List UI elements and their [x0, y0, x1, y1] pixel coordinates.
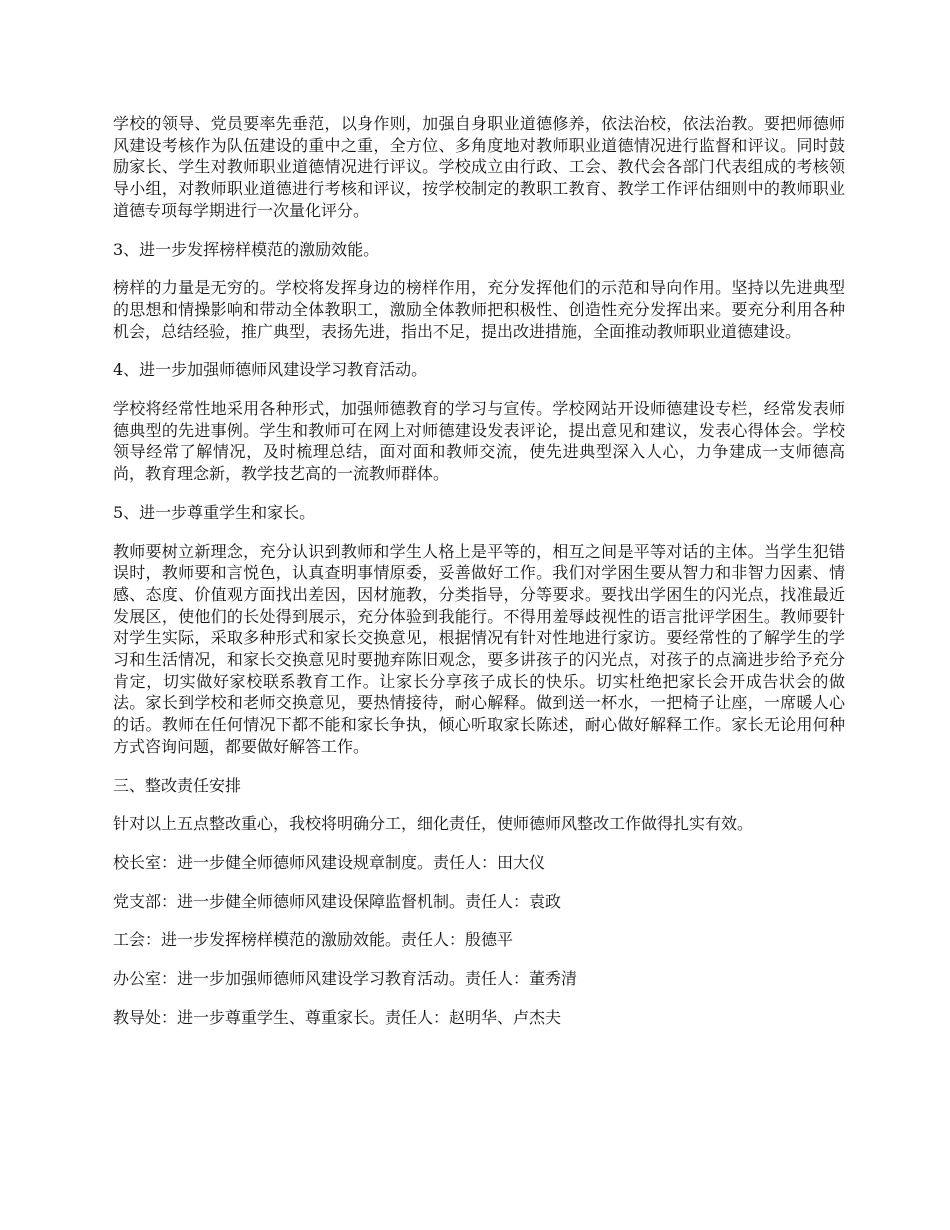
responsibility-item-party-branch: 党支部：进一步健全师德师风建设保障监督机制。责任人：袁政	[113, 891, 562, 911]
heading-responsibility-arrangement: 三、整改责任安排	[113, 775, 242, 795]
responsibility-item-general-office: 办公室：进一步加强师德师风建设学习教育活动。责任人：董秀清	[113, 969, 578, 989]
paragraph-respect-students-parents: 教师要树立新理念，充分认识到教师和学生人格上是平等的，相互之间是平等对话的主体。当学生犯错误时，教师要和言悦色，认真查明事情原委，妥善做好工作。我们对学困生要从智力和非智力因素、情感、态度、价值观方面找出差因，因材施教，分类指导，分等要求。要找出学困生的闪光点，找准最近发展区，使他们的长处得到展示，充分体验到我能行。不得用羞辱歧视性的语言批评学困生。教师要针对学生实际，采取多种形式和家长交换意见，根据情况有针对性地进行家访。要经常性的了解学生的学习和生活情况，和家长交换意见时要抛弃陈旧观念，要多讲孩子的闪光点，对孩子的点滴进步给予充分肯定，切实做好家校联系教育工作。让家长分享孩子成长的快乐。切实杜绝把家长会开成告状会的做法。家长到学校和老师交换意见，要热情接待，耐心解释。做到送一杯水，一把椅子让座，一席暖人心的话。教师在任何情况下都不能和家长争执，倾心听取家长陈述，耐心做好解释工作。家长无论用何种方式咨询问题，都要做好解答工作。	[113, 541, 845, 756]
paragraph-role-model: 榜样的力量是无穷的。学校将发挥身边的榜样作用，充分发挥他们的示范和导向作用。坚持以先进典型的思想和情操影响和带动全体教职工，激励全体教师把积极性、创造性充分发挥出来。要充分利用各种机会，总结经验，推广典型，表扬先进，指出不足，提出改进措施，全面推动教师职业道德建设。	[113, 278, 845, 341]
document-body	[113, 113, 845, 1029]
paragraph-responsibility-intro: 针对以上五点整改重心，我校将明确分工，细化责任，使师德师风整改工作做得扎实有效。	[113, 814, 754, 834]
heading-study-education: 4、进一步加强师德师风建设学习教育活动。	[113, 360, 428, 380]
responsibility-item-principal-office: 校长室：进一步健全师德师风建设规章制度。责任人：田大仪	[113, 852, 546, 872]
responsibility-item-trade-union: 工会：进一步发挥榜样模范的激励效能。责任人：殷德平	[113, 930, 514, 950]
paragraph-leadership-example: 学校的领导、党员要率先垂范，以身作则，加强自身职业道德修养，依法治校，依法治教。要把师德师风建设考核作为队伍建设的重中之重，全方位、多角度地对教师职业道德情况进行监督和评议。同时鼓励家长、学生对教师职业道德情况进行评议。学校成立由行政、工会、教代会各部门代表组成的考核领导小组，对教师职业道德进行考核和评议，按学校制定的教职工教育、教学工作评估细则中的教师职业道德专项每学期进行一次量化评分。	[113, 114, 845, 220]
responsibility-item-academic-affairs: 教导处：进一步尊重学生、尊重家长。责任人：赵明华、卢杰夫	[113, 1007, 562, 1027]
heading-role-model-incentive: 3、进一步发挥榜样模范的激励效能。	[113, 239, 380, 259]
heading-respect-students-parents: 5、进一步尊重学生和家长。	[113, 502, 316, 522]
paragraph-study-education: 学校将经常性地采用各种形式，加强师德教育的学习与宣传。学校网站开设师德建设专栏，经常发表师德典型的先进事例。学生和教师可在网上对师德建设发表评论，提出意见和建议，发表心得体会。学校领导经常了解情况，及时梳理总结，面对面和教师交流，使先进典型深入人心，力争建成一支师德高尚，教育理念新，教学技艺高的一流教师群体。	[113, 399, 845, 484]
